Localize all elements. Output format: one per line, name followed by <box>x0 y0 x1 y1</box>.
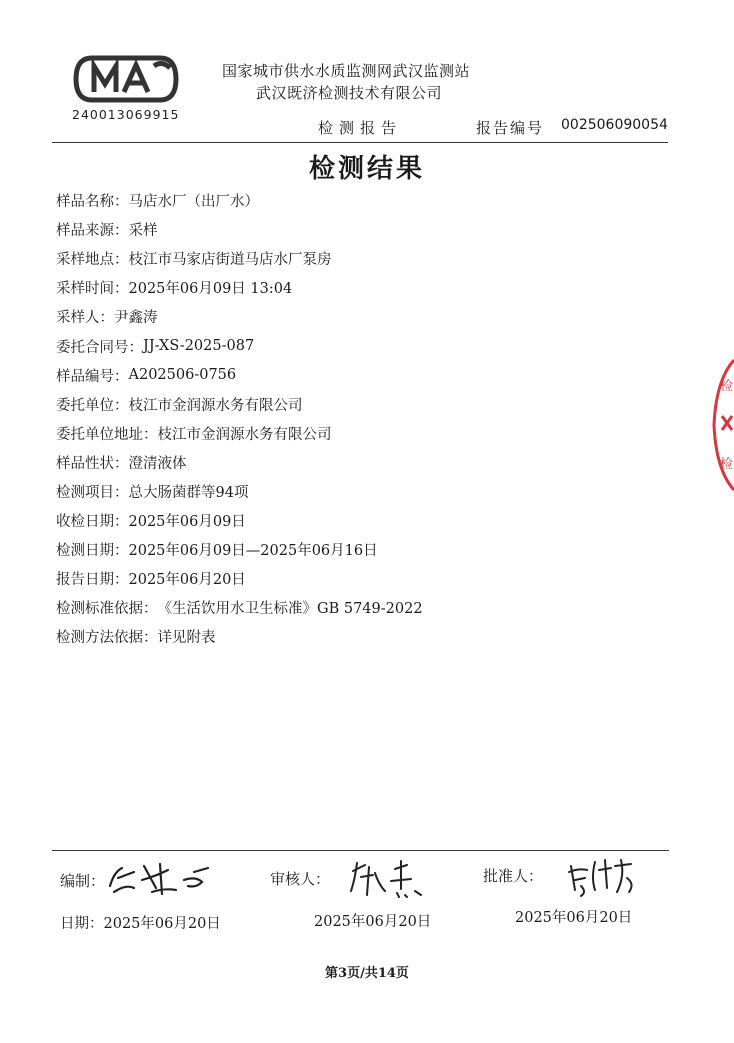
field-value: 《生活饮用水卫生标准》GB 5749-2022 <box>157 601 423 618</box>
field-sampler <box>56 302 423 331</box>
field-received-date <box>56 506 423 535</box>
field-test-method <box>56 622 423 651</box>
report-number: 002506090054 <box>561 117 668 133</box>
organization-name-line-1: 国家城市供水水质监测网武汉监测站 <box>222 62 471 80</box>
page-title: 检测结果 <box>308 154 425 184</box>
header-divider <box>52 142 668 143</box>
field-test-date <box>56 535 423 564</box>
field-value: 2025年06月09日 <box>128 514 246 531</box>
field-value: 枝江市金润源水务有限公司 <box>128 397 303 414</box>
organization-name-line-2: 武汉既济检测技术有限公司 <box>256 84 443 102</box>
field-label: 样品名称： <box>56 194 129 211</box>
compiler-signature <box>104 858 214 898</box>
signature-divider <box>52 850 669 851</box>
field-value: JJ-XS-2025-087 <box>143 338 255 355</box>
field-value: 澄清液体 <box>128 455 187 472</box>
field-sampling-time <box>56 273 423 302</box>
field-label: 采样人： <box>56 310 114 327</box>
field-label: 委托单位： <box>56 397 129 414</box>
red-seal-stamp <box>706 350 734 500</box>
field-label: 检测标准依据： <box>56 601 158 618</box>
field-value: 尹鑫涛 <box>114 310 158 327</box>
approver-label: 批准人： <box>483 867 544 885</box>
svg-text:检: 检 <box>720 379 734 394</box>
field-sample-source <box>56 215 423 244</box>
cma-logo <box>72 54 180 104</box>
field-client <box>56 390 423 419</box>
field-sample-appearance <box>56 448 423 477</box>
field-label: 收检日期： <box>56 514 129 531</box>
field-value: 详见附表 <box>157 630 216 647</box>
field-label: 样品来源： <box>56 223 129 240</box>
field-label: 报告日期： <box>56 572 129 589</box>
approver-date: 2025年06月20日 <box>515 910 633 926</box>
cma-certificate-number: 240013069915 <box>72 107 180 122</box>
field-label: 样品性状： <box>56 455 129 472</box>
svg-text:检: 检 <box>720 457 734 472</box>
field-label: 检测方法依据： <box>56 630 158 647</box>
page-number: 第3页/共14页 <box>325 966 409 981</box>
field-value: 采样 <box>128 223 158 240</box>
field-client-address <box>56 419 423 448</box>
reviewer-label: 审核人： <box>270 870 331 888</box>
compiler-label: 编制： <box>60 872 106 890</box>
field-value: A202506-0756 <box>128 367 237 384</box>
reviewer-date: 2025年06月20日 <box>314 914 432 930</box>
field-value: 总大肠菌群等94项 <box>128 484 249 501</box>
field-report-date <box>56 564 423 593</box>
field-label: 样品编号： <box>56 368 129 385</box>
field-contract-number <box>56 331 423 360</box>
approver-signature <box>565 852 640 900</box>
field-test-items <box>56 477 423 506</box>
field-label: 委托单位地址： <box>56 426 158 443</box>
reviewer-signature <box>345 855 435 900</box>
report-number-label: 报告编号 <box>476 119 545 137</box>
field-value: 枝江市马家店街道马店水厂泵房 <box>128 252 332 269</box>
compiler-date: 日期：2025年06月20日 <box>60 916 221 932</box>
field-value: 马店水厂（出厂水） <box>128 194 259 211</box>
sample-info-list <box>56 186 423 652</box>
field-label: 采样时间： <box>56 281 129 298</box>
field-value: 枝江市金润源水务有限公司 <box>157 426 332 443</box>
field-sampling-location <box>56 244 423 273</box>
field-label: 检测日期： <box>56 543 129 560</box>
field-value: 2025年06月20日 <box>128 572 246 589</box>
field-sample-name <box>56 186 423 215</box>
field-label: 委托合同号： <box>56 339 143 356</box>
field-sample-number <box>56 361 423 390</box>
field-test-standard <box>56 593 423 622</box>
field-value: 2025年06月09日—2025年06月16日 <box>128 543 378 560</box>
report-type-label: 检测报告 <box>318 119 403 137</box>
field-value: 2025年06月09日 13:04 <box>128 281 293 298</box>
field-label: 检测项目： <box>56 484 129 501</box>
field-label: 采样地点： <box>56 252 129 269</box>
